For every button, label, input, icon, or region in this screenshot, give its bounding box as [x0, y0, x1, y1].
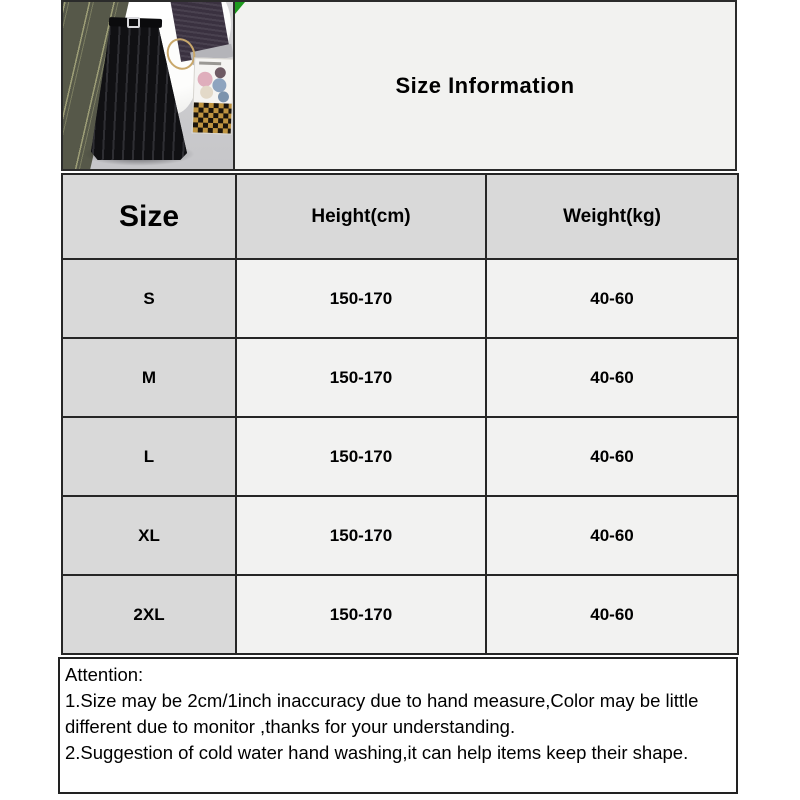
height-value: 150-170	[236, 417, 486, 496]
magazine-card-shape	[192, 57, 235, 134]
attention-line: 1.Size may be 2cm/1inch inaccuracy due to hand measure,Color may be little	[65, 690, 699, 711]
size-label: M	[62, 338, 236, 417]
weight-value: 40-60	[486, 338, 738, 417]
yarn-ball-shape	[215, 67, 226, 78]
height-value: 150-170	[236, 496, 486, 575]
yarn-ball-shape	[197, 71, 213, 87]
height-value: 150-170	[236, 259, 486, 338]
size-label: L	[62, 417, 236, 496]
weight-value: 40-60	[486, 417, 738, 496]
page-title: Size Information	[395, 72, 575, 98]
size-label: XL	[62, 496, 236, 575]
table-row	[62, 338, 738, 417]
top-row	[61, 0, 737, 171]
green-corner-marker-icon	[235, 2, 245, 14]
size-label: 2XL	[62, 575, 236, 654]
card-title-bar	[199, 61, 221, 65]
attention-line: different due to monitor ,thanks for your understanding.	[65, 716, 516, 737]
yarn-ball-shape	[212, 78, 226, 92]
column-header-height: Height(cm)	[236, 174, 486, 259]
table-row	[62, 575, 738, 654]
size-table-body	[62, 259, 738, 654]
column-header-size: Size	[62, 174, 236, 259]
yarn-ball-shape	[218, 91, 229, 102]
table-row	[62, 259, 738, 338]
product-photo	[61, 0, 235, 171]
table-row	[62, 417, 738, 496]
column-header-weight: Weight(kg)	[486, 174, 738, 259]
height-value: 150-170	[236, 575, 486, 654]
height-value: 150-170	[236, 338, 486, 417]
size-information-header	[233, 0, 737, 171]
weight-value: 40-60	[486, 259, 738, 338]
attention-heading: Attention:	[65, 664, 144, 685]
checkered-basket-shape	[193, 102, 234, 133]
attention-line: 2.Suggestion of cold water hand washing,it can help items keep their shape.	[65, 742, 689, 763]
size-label: S	[62, 259, 236, 338]
weight-value: 40-60	[486, 496, 738, 575]
belt-buckle-shape	[127, 17, 140, 28]
table-row	[62, 496, 738, 575]
size-table-header	[62, 174, 738, 259]
table-header-row	[62, 174, 738, 259]
yarn-ball-shape	[200, 86, 213, 99]
size-table	[61, 173, 739, 655]
weight-value: 40-60	[486, 575, 738, 654]
attention-note	[58, 657, 738, 794]
